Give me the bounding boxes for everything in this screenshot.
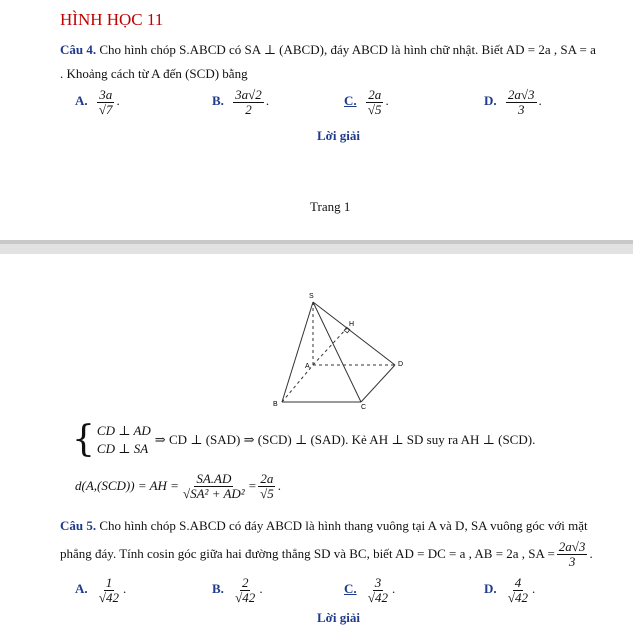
option-fraction: $\frac{2a√3}{3}$: [507, 87, 535, 117]
q5-option-d[interactable]: D. $\frac{4}{√42}$ .: [484, 575, 536, 605]
q4-option-c[interactable]: C. $\frac{2a}{√5}$ .: [344, 87, 389, 117]
label-b: B: [273, 401, 278, 408]
solution-implication: ⇒ CD ⊥ (SAD) ⇒ (SCD) ⊥ (SAD). Kẻ AH ⊥ SD suy ra AH ⊥ (SCD).: [154, 432, 536, 447]
label-h: H: [349, 321, 355, 328]
q5-option-b[interactable]: B. $\frac{2}{√42}$ .: [212, 575, 263, 605]
question-4-label: Câu 4.: [60, 42, 97, 57]
equals-sign: =: [248, 478, 257, 494]
label-c: C: [361, 404, 367, 410]
sa-value-fraction: $\frac{2a√3}{3}$: [558, 539, 586, 569]
edge-ba: [282, 365, 313, 402]
edge-sb: [282, 302, 313, 402]
system-eq-2: CD ⊥ SA: [96, 441, 149, 456]
option-fraction: $\frac{3a√2}{2}$: [235, 87, 262, 117]
option-letter: A.: [75, 93, 88, 109]
option-letter: B.: [212, 93, 224, 109]
question-5-text-line2: phẳng đáy. Tính cosin góc giữa hai đường thẳng SD và BC, biết AD = DC = a , AB = 2a , SA = $\frac{2a√3}{3}$ .: [60, 539, 593, 569]
option-fraction: $\frac{1}{√42}$: [98, 575, 120, 605]
solution-line-1: [72, 419, 536, 460]
option-letter: C.: [344, 93, 357, 109]
option-letter: B.: [212, 581, 224, 597]
pyramid-figure: [265, 290, 415, 410]
system-eq-1: CD ⊥ AD: [96, 423, 151, 438]
document-header: HÌNH HỌC 11: [60, 10, 164, 29]
option-fraction: $\frac{2}{√42}$: [235, 575, 256, 605]
label-s: S: [309, 293, 314, 300]
option-fraction: $\frac{4}{√42}$: [507, 575, 529, 605]
question-4: [60, 42, 620, 58]
question-5-text: phẳng đáy. Tính cosin góc giữa hai đường thẳng SD và BC, biết AD = DC = a , AB = 2a , SA =: [60, 546, 555, 562]
page-number: Trang 1: [310, 199, 351, 214]
distance-fraction-2: $\frac{2a}{√5}$: [260, 471, 274, 501]
q4-option-b[interactable]: B. $\frac{3a√2}{2}$ .: [212, 87, 270, 117]
q5-option-a[interactable]: A. $\frac{1}{√42}$ .: [75, 575, 127, 605]
segment-ah: [313, 328, 347, 365]
option-fraction: $\frac{3}{√42}$: [367, 575, 389, 605]
label-d: D: [398, 361, 404, 368]
option-fraction: $\frac{3a}{√7}$: [98, 87, 113, 117]
left-brace: {: [72, 419, 95, 460]
question-5-text-line1: Cho hình chóp S.ABCD có đáy ABCD là hình thang vuông tại A và D, SA vuông góc với mặt: [99, 518, 588, 533]
option-letter: A.: [75, 581, 88, 597]
q4-solution-label: Lời giải: [317, 128, 360, 143]
q5-option-c[interactable]: C. $\frac{3}{√42}$ .: [344, 575, 396, 605]
edge-sd: [313, 302, 395, 365]
question-5-label: Câu 5.: [60, 518, 97, 533]
label-a: A: [305, 363, 310, 370]
option-fraction: $\frac{2a}{√5}$: [367, 87, 382, 117]
edge-cd: [361, 365, 395, 402]
question-4-text-line1: Cho hình chóp S.ABCD có SA ⊥ (ABCD), đáy ABCD là hình chữ nhật. Biết AD = 2a , SA = a: [99, 42, 596, 57]
distance-formula: d(A,(SCD)) = AH = $\frac{SA.AD}{\text{√SA² + AD²}}$ = $\frac{2a}{√5}$ .: [75, 471, 281, 501]
system-equations: [97, 422, 151, 458]
option-letter: C.: [344, 581, 357, 597]
q4-option-a[interactable]: A. $\frac{3a}{√7}$ .: [75, 87, 120, 117]
q5-solution-label: Lời giải: [317, 610, 360, 625]
q4-option-d[interactable]: D. $\frac{2a√3}{3}$ .: [484, 87, 542, 117]
question-4-text-line2: . Khoảng cách từ A đến (SCD) bằng: [60, 66, 248, 81]
distance-fraction-1: $\frac{SA.AD}{\text{√SA² + AD²}}$: [182, 471, 245, 501]
distance-left: d(A,(SCD)) = AH =: [75, 478, 179, 494]
question-5: [60, 518, 620, 534]
option-letter: D.: [484, 93, 497, 109]
edge-sc: [313, 302, 361, 402]
page-break-band: [0, 244, 633, 254]
option-letter: D.: [484, 581, 497, 597]
